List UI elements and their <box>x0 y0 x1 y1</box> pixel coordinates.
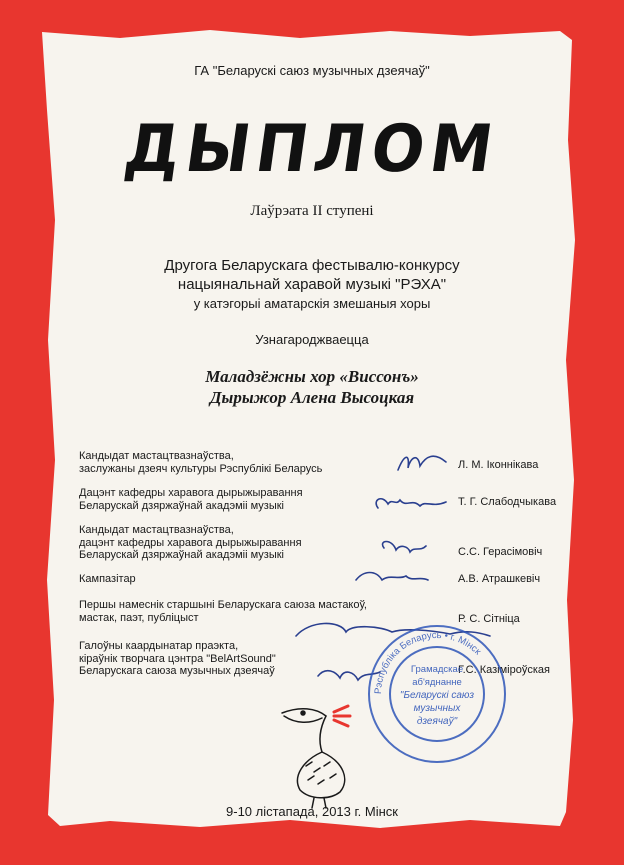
jury-title-line: Кандыдат мастацтвазнаўства, <box>79 524 234 536</box>
stamp-outer-text: Рэспубліка Беларусь • г. Мінск <box>372 629 483 695</box>
laureate-choir: Маладзёжны хор «Виссонъ» <box>205 367 419 386</box>
jury-title-line: Першы намеснік старшыні Беларускага саюза мастакоў, <box>79 599 367 611</box>
jury-title-line: Кампазітар <box>79 573 136 585</box>
jury-name-2: Т. Г. Слабодчыкава <box>458 496 557 508</box>
jury-title-line: дацэнт кафедры харавога дырыжыравання <box>79 536 302 549</box>
awarded-label: Узнагароджваецца <box>255 332 369 347</box>
contest-line-1: Другога Беларускага фестывалю-конкурсу <box>164 257 460 274</box>
jury-name-4: А.В. Атрашкевіч <box>458 573 541 585</box>
jury-title-line: Беларускага саюза музычных дзеячаў <box>79 665 275 677</box>
stamp-line-4: музычных <box>413 703 461 714</box>
laureate-conductor: Дырыжор Алена Высоцкая <box>209 388 415 407</box>
stamp-line-1: Грамадскае <box>410 664 464 675</box>
jury-name-3: С.С. Герасімовіч <box>458 546 543 558</box>
jury-title-line: Беларускай дзяржаўнай акадэміі музыкі <box>79 549 284 561</box>
stamp-line-2: аб'яднанне <box>412 677 462 688</box>
contest-line-3: у катэгорыі аматарскія змешаныя хоры <box>193 296 431 311</box>
jury-title-line: заслужаны дзеяч культуры Рэспублікі Беларусь <box>79 462 323 475</box>
jury-name-1: Л. М. Іконнікава <box>458 459 539 471</box>
diploma-title: ДЫПЛОМ <box>119 110 505 187</box>
jury-title-line: мастак, паэт, публіцыст <box>79 611 199 624</box>
organization: ГА "Беларускі саюз музычных дзеячаў" <box>194 63 430 78</box>
degree: Лаўрэата II ступені <box>250 203 374 219</box>
jury-title-line: Кандыдат мастацтвазнаўства, <box>79 450 234 462</box>
jury-title-line: Беларускай дзяржаўнай акадэміі музыкі <box>79 499 284 512</box>
jury-name-6: Г.С. Казіміроўская <box>458 664 550 676</box>
jury-name-5: Р. С. Сітніца <box>458 613 520 625</box>
jury-title-line: Дацэнт кафедры харавога дырыжыравання <box>79 487 303 499</box>
contest-line-2: нацыянальнай харавой музыкі "РЭХА" <box>177 276 447 293</box>
stamp-line-5: дзеячаў" <box>416 716 458 727</box>
jury-title-line: Галоўны каардынатар праэкта, <box>79 640 239 652</box>
stamp-line-3: "Беларускі саюз <box>399 690 475 701</box>
jury-title-line: кіраўнік творчага цэнтра "BelArtSound" <box>79 652 276 665</box>
date-place: 9-10 лістапада, 2013 г. Мінск <box>226 804 398 819</box>
